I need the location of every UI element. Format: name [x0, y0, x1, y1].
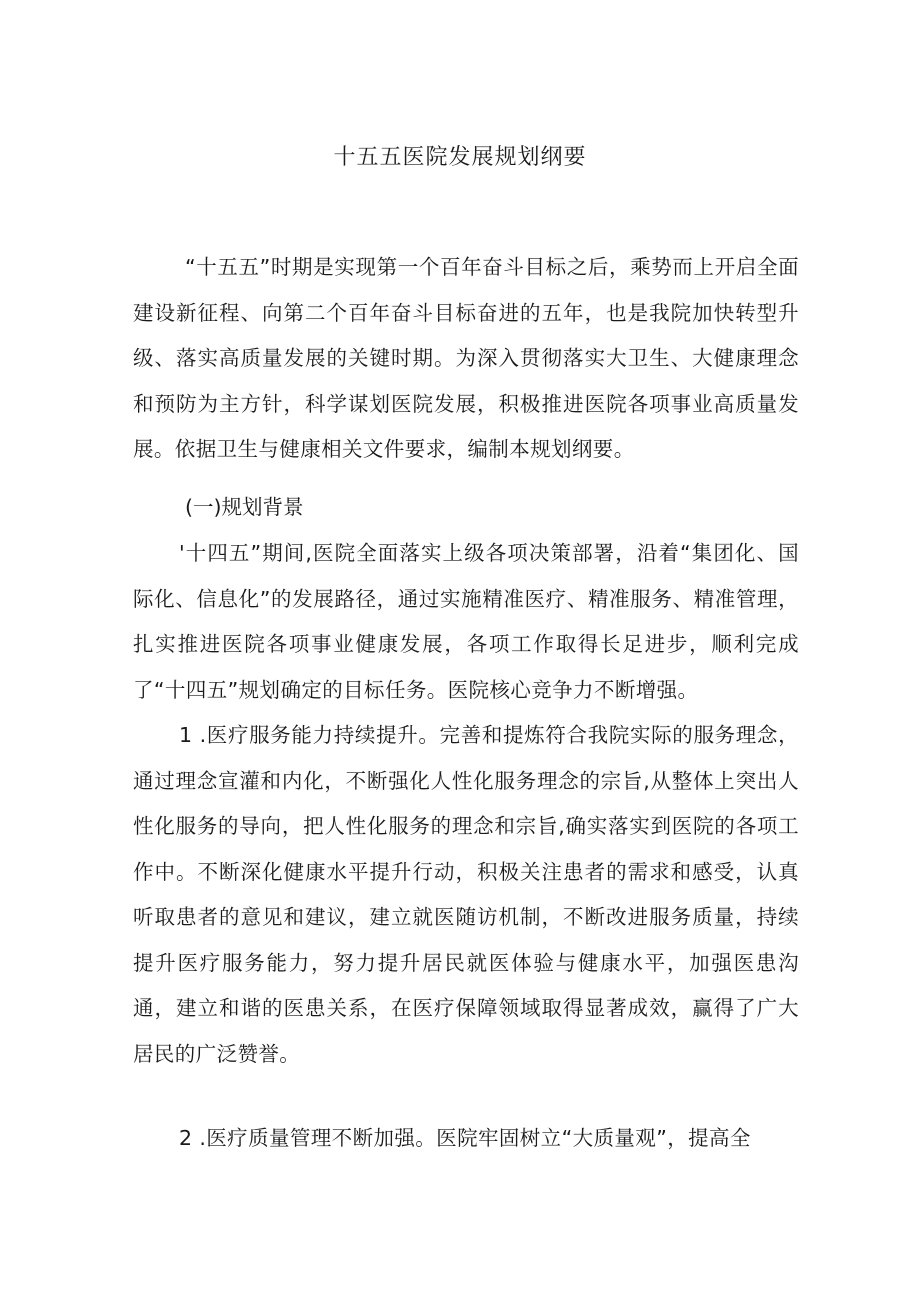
section-heading: (一)规划背景 — [185, 495, 304, 519]
document-title: 十五五医院发展规划纲要 — [333, 145, 587, 170]
background-paragraph: '十四五”期间,医院全面落实上级各项决策部署，沿着“集团化、国际化、信息化”的发展路径，通过实施精准医疗、精准服务、精准管理，扎实推进医院各项事业健康发展，各项工作取得长足进步，顺利完成了“十四五”规划确定的目标任务。医院核心竞争力不断增强。 — [133, 541, 799, 702]
service-capacity-paragraph: 1 .医疗服务能力持续提升。完善和提炼符合我院实际的服务理念，通过理念宣灌和内化，不断强化人性化服务理念的宗旨,从整体上突出人性化服务的导向，把人性化服务的理念和宗旨,确实落实到医院的各项工作中。不断深化健康水平提升行动，积极关注患者的需求和感受，认真听取患者的意见和建议，建立就医随访机制，不断改进服务质量，持续提升医疗服务能力，努力提升居民就医体验与健康水平，加强医患沟通，建立和谐的医患关系，在医疗保障领域取得显著成效，赢得了广大居民的广泛赞誉。 — [133, 723, 799, 1066]
quality-management-paragraph: 2 .医疗质量管理不断加强。医院牢固树立“大质量观”，提高全 — [179, 1126, 751, 1150]
intro-paragraph: “十五五”时期是实现第一个百年奋斗目标之后，乘势而上开启全面建设新征程、向第二个百年奋斗目标奋进的五年，也是我院加快转型升级、落实高质量发展的关键时期。为深入贯彻落实大卫生、大健康理念和预防为主方针，科学谋划医院发展，积极推进医院各项事业高质量发展。依据卫生与健康相关文件要求，编制本规划纲要。 — [133, 255, 799, 461]
